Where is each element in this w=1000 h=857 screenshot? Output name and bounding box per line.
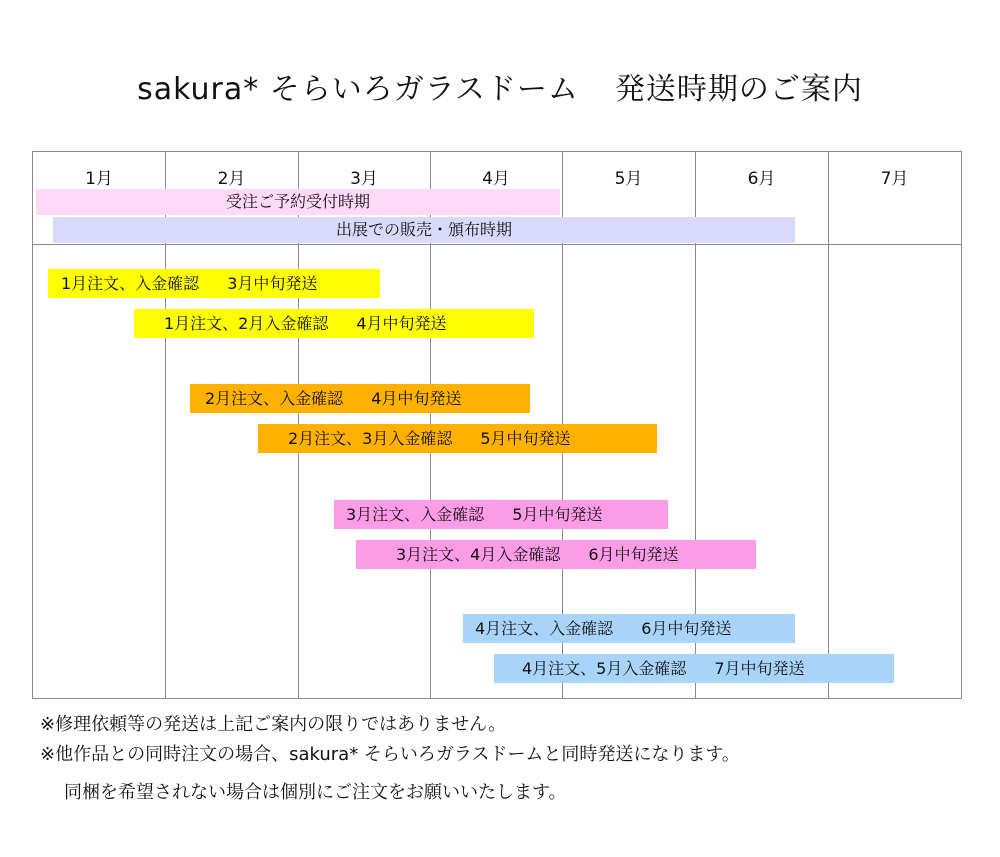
order-period-label: 受注ご予約受付時期 xyxy=(225,192,370,211)
order-text: 2月注文、入金確認 xyxy=(205,389,344,408)
note-separate-packing: 同梱を希望されない場合は個別にご注文をお願いいたします。 xyxy=(64,782,567,803)
order-text: 3月注文、4月入金確認 xyxy=(396,545,561,564)
header-divider xyxy=(33,244,961,245)
month-label-4: 4月 xyxy=(482,169,510,189)
ship-text: 7月中旬発送 xyxy=(714,659,805,678)
note-combined-order: ※他作品との同時注文の場合、sakura* そらいろガラスドームと同時発送になります。 xyxy=(40,744,740,765)
month-label-3: 3月 xyxy=(350,169,378,189)
schedule-bar xyxy=(134,309,534,338)
schedule-bar xyxy=(494,654,894,683)
brand-name: sakura* そらいろガラスドーム xyxy=(137,72,579,107)
month-label-5: 5月 xyxy=(614,169,643,189)
schedule-bar xyxy=(190,384,530,413)
month-label-6: 6月 xyxy=(747,169,776,189)
month-label-7: 7月 xyxy=(880,169,909,189)
ship-text: 6月中旬発送 xyxy=(588,545,679,564)
schedule-bar xyxy=(334,500,668,529)
schedule-bar xyxy=(48,269,380,298)
exhibit-period-bar xyxy=(53,217,795,243)
ship-text: 4月中旬発送 xyxy=(371,389,462,408)
ship-text: 5月中旬発送 xyxy=(480,429,571,448)
schedule-table xyxy=(32,151,962,699)
ship-text: 5月中旬発送 xyxy=(512,505,603,524)
month-label-2: 2月 xyxy=(217,169,246,189)
schedule-bar xyxy=(258,424,657,453)
schedule-bar xyxy=(356,540,756,569)
order-period-bar xyxy=(36,189,560,215)
schedule-bar xyxy=(463,614,795,643)
exhibit-period-label: 出展での販売・頒布時期 xyxy=(335,220,512,239)
title-subject: 発送時期のご案内 xyxy=(614,72,863,107)
ship-text: 6月中旬発送 xyxy=(641,619,732,638)
page-title xyxy=(0,64,1000,108)
ship-text: 4月中旬発送 xyxy=(356,314,447,333)
column-divider xyxy=(828,152,829,698)
month-label-1: 1月 xyxy=(85,169,113,189)
order-text: 4月注文、5月入金確認 xyxy=(522,659,687,678)
ship-text: 3月中旬発送 xyxy=(227,274,318,293)
order-text: 4月注文、入金確認 xyxy=(475,619,614,638)
order-text: 1月注文、2月入金確認 xyxy=(164,314,329,333)
note-repair: ※修理依頼等の発送は上記ご案内の限りではありません。 xyxy=(40,714,507,735)
order-text: 1月注文、入金確認 xyxy=(61,274,200,293)
order-text: 2月注文、3月入金確認 xyxy=(288,429,453,448)
order-text: 3月注文、入金確認 xyxy=(346,505,485,524)
